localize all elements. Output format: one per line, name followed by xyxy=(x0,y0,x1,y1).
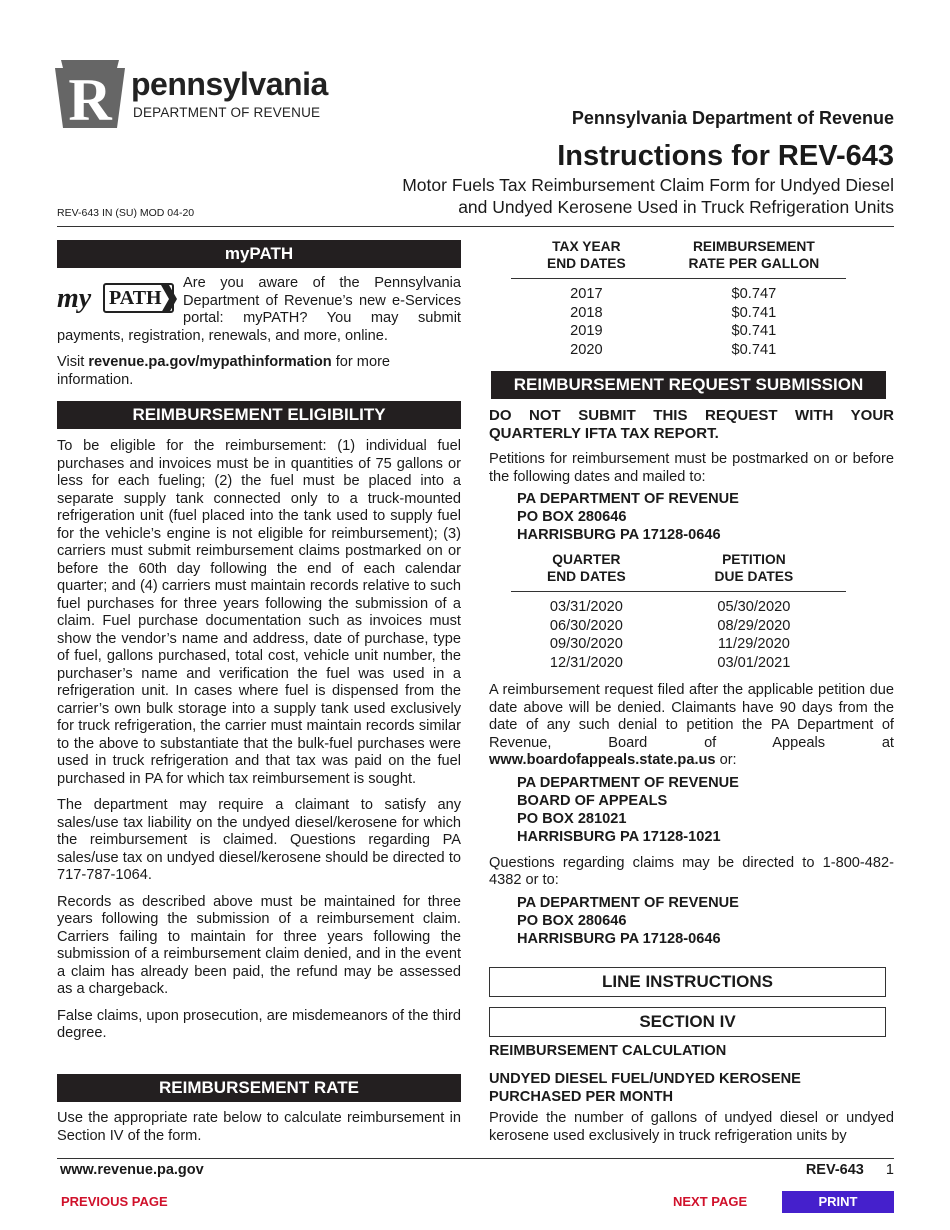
eligibility-section xyxy=(57,438,461,1043)
submission-warning: DO NOT SUBMIT THIS REQUEST WITH YOUR QUARTERLY IFTA TAX REPORT. xyxy=(489,407,894,442)
submission-p1: Petitions for reimbursement must be postmarked on or before the following dates and mailed to: xyxy=(489,451,894,485)
footer-divider xyxy=(57,1158,894,1159)
print-button[interactable]: PRINT xyxy=(782,1191,894,1213)
mypath-logo xyxy=(57,281,177,317)
mypath-logo-my: my xyxy=(57,283,92,314)
subtitle-line-1: Motor Fuels Tax Reimbursement Claim Form for Undyed Diesel xyxy=(402,175,894,195)
visit-suffix: for more information. xyxy=(57,354,391,388)
rate-intro xyxy=(57,1110,461,1145)
due-col: PETITION DUE DATES xyxy=(662,551,846,592)
footer-form-page xyxy=(806,1162,894,1178)
table-row: 2018 $0.741 xyxy=(570,304,777,321)
logo-wordmark: pennsylvania xyxy=(131,66,328,102)
department-name: Pennsylvania Department of Revenue xyxy=(571,108,894,128)
section-iv-heading: SECTION IV xyxy=(489,1007,886,1037)
footer-form-id: REV-643 xyxy=(805,1162,864,1178)
submission-heading: REIMBURSEMENT REQUEST SUBMISSION xyxy=(491,371,886,399)
eligibility-p4: False claims, upon prosecution, are misdemeanors of the third degree. xyxy=(57,1007,461,1041)
table-row: 03/31/2020 05/30/2020 xyxy=(549,599,791,615)
petition-table xyxy=(511,551,846,672)
line-instructions-section xyxy=(489,1042,894,1145)
form-id: REV-643 IN (SU) MOD 04-20 xyxy=(57,207,195,219)
eligibility-p2: The department may require a claimant to satisfy any sales/use tax liability on the undyed diesel/kerosene for which the reimbursement is claimed. Questions regarding PA sales/use tax on undyed diesel/kerosene should be directed to 717-787-1064. xyxy=(57,797,461,883)
table-row: 2019 $0.741 xyxy=(570,323,777,339)
page-title: Instructions for REV-643 xyxy=(557,140,894,172)
submission-p3: Questions regarding claims may be directed to 1-800-482-4382 or to: xyxy=(489,854,894,888)
rate-col-rate: REIMBURSEMENT RATE PER GALLON xyxy=(662,238,846,279)
table-row: 12/31/2020 03/01/2021 xyxy=(549,654,791,671)
table-row: 2017 $0.747 xyxy=(570,286,777,302)
line-instructions-heading: LINE INSTRUCTIONS xyxy=(489,967,886,997)
table-row: 2020 $0.741 xyxy=(570,341,777,358)
next-page-button[interactable]: NEXT PAGE xyxy=(673,1194,748,1209)
rate-col-year: TAX YEAR END DATES xyxy=(511,238,662,279)
table-row: 09/30/2020 11/29/2020 xyxy=(549,636,790,652)
rate-p1: Use the appropriate rate below to calculate reimbursement in Section IV of the form. xyxy=(57,1110,461,1144)
table-row: 06/30/2020 08/29/2020 xyxy=(549,617,791,634)
pa-revenue-logo xyxy=(55,60,345,130)
mypath-visit xyxy=(57,354,461,389)
mypath-heading: myPATH xyxy=(57,240,461,268)
mypath-section xyxy=(57,275,461,389)
subtitle-line-2: and Undyed Kerosene Used in Truck Refrigeration Units xyxy=(458,197,894,217)
submission-section-2 xyxy=(489,682,894,948)
mailing-address-1: PA DEPARTMENT OF REVENUE PO BOX 280646 HARRISBURG PA 17128-0646 xyxy=(517,491,739,543)
rate-heading: REIMBURSEMENT RATE xyxy=(57,1074,461,1102)
visit-prefix: Visit xyxy=(57,354,89,370)
board-of-appeals-link[interactable]: www.boardofappeals.state.pa.us xyxy=(489,752,716,768)
line-instructions-p1: Provide the number of gallons of undyed diesel or undyed kerosene used exclusively in truck refrigeration units by xyxy=(489,1110,894,1144)
keystone-icon xyxy=(55,60,125,128)
quarter-col: QUARTER END DATES xyxy=(511,551,662,592)
previous-page-button[interactable]: PREVIOUS PAGE xyxy=(61,1194,168,1209)
svg-text:R: R xyxy=(68,67,112,128)
eligibility-heading: REIMBURSEMENT ELIGIBILITY xyxy=(57,401,461,429)
logo-department: DEPARTMENT OF REVENUE xyxy=(133,105,321,120)
reimbursement-calc-subheading: REIMBURSEMENT CALCULATION xyxy=(489,1043,727,1059)
header-divider xyxy=(57,226,894,227)
mailing-address-2: PA DEPARTMENT OF REVENUE BOARD OF APPEALS PO BOX 281021 HARRISBURG PA 17128-1021 xyxy=(517,774,739,845)
mypath-intro: Are you aware of the Pennsylvania Department of Revenue’s new e-Services portal: myPATH? You may submit payments, registration, renewals, and more, online. xyxy=(57,275,461,344)
page-number: 1 xyxy=(885,1162,894,1178)
eligibility-p3: Records as described above must be maintained for three years following the submission of a reimbursement claim. Carriers failing to maintain for three years following the submission of a reimbursement claim denied, and in the event a claim has already been paid, the refund may be assessed as a chargeback. xyxy=(57,893,461,997)
eligibility-p1: To be eligible for the reimbursement: (1) individual fuel purchases and invoices must be in quantities of 75 gallons or less for each fueling; (2) the fuel must be placed into a separate supply tank connected only to a truck-mounted refrigeration unit (fuel placed into the tank used to supply fuel for the vehicle’s engine is not eligible for reimbursement); (3) carriers must submit reimbursement claims postmarked on or before the 60th day following the end of each calendar quarter; and (4) carriers must maintain records relative to such fuel purchases for three years following the submission of a claim. Fuel purchase documentation such as invoices must show the vendor’s name and address, date of purchase, type of fuel, gallons purchased, total cost, vehicle unit number, the purchaser’s name and verification the fuel was used in a refrigeration unit. In cases where fuel is dispensed from the carrier’s own bulk storage into a supply tank used exclusively for truck refrigeration, the carrier must maintain records similar to the above to substantiate that the bulk-fuel purchases were used in truck refrigeration and that tax was paid on the fuel purchased in PA for which tax reimbursement is sought. xyxy=(57,438,461,787)
footer-website: www.revenue.pa.gov xyxy=(60,1162,204,1178)
page-subtitle xyxy=(402,174,894,218)
mypath-logo-path: PATH xyxy=(103,283,174,313)
mailing-address-3: PA DEPARTMENT OF REVENUE PO BOX 280646 HARRISBURG PA 17128-0646 xyxy=(517,894,739,947)
rate-table xyxy=(511,238,846,359)
undyed-fuel-subheading: UNDYED DIESEL FUEL/UNDYED KEROSENE PURCHASED PER MONTH xyxy=(489,1071,801,1105)
submission-p2: A reimbursement request filed after the applicable petition due date above will be denied. Claimants have 90 days from the date of any such denial to petition the PA Department of Revenue, Board of Appeals at www.boardofappeals.state.pa.us or: xyxy=(489,682,894,768)
arrow-icon xyxy=(161,285,177,313)
submission-section xyxy=(489,407,894,544)
mypath-link[interactable]: revenue.pa.gov/mypathinformation xyxy=(88,354,332,370)
